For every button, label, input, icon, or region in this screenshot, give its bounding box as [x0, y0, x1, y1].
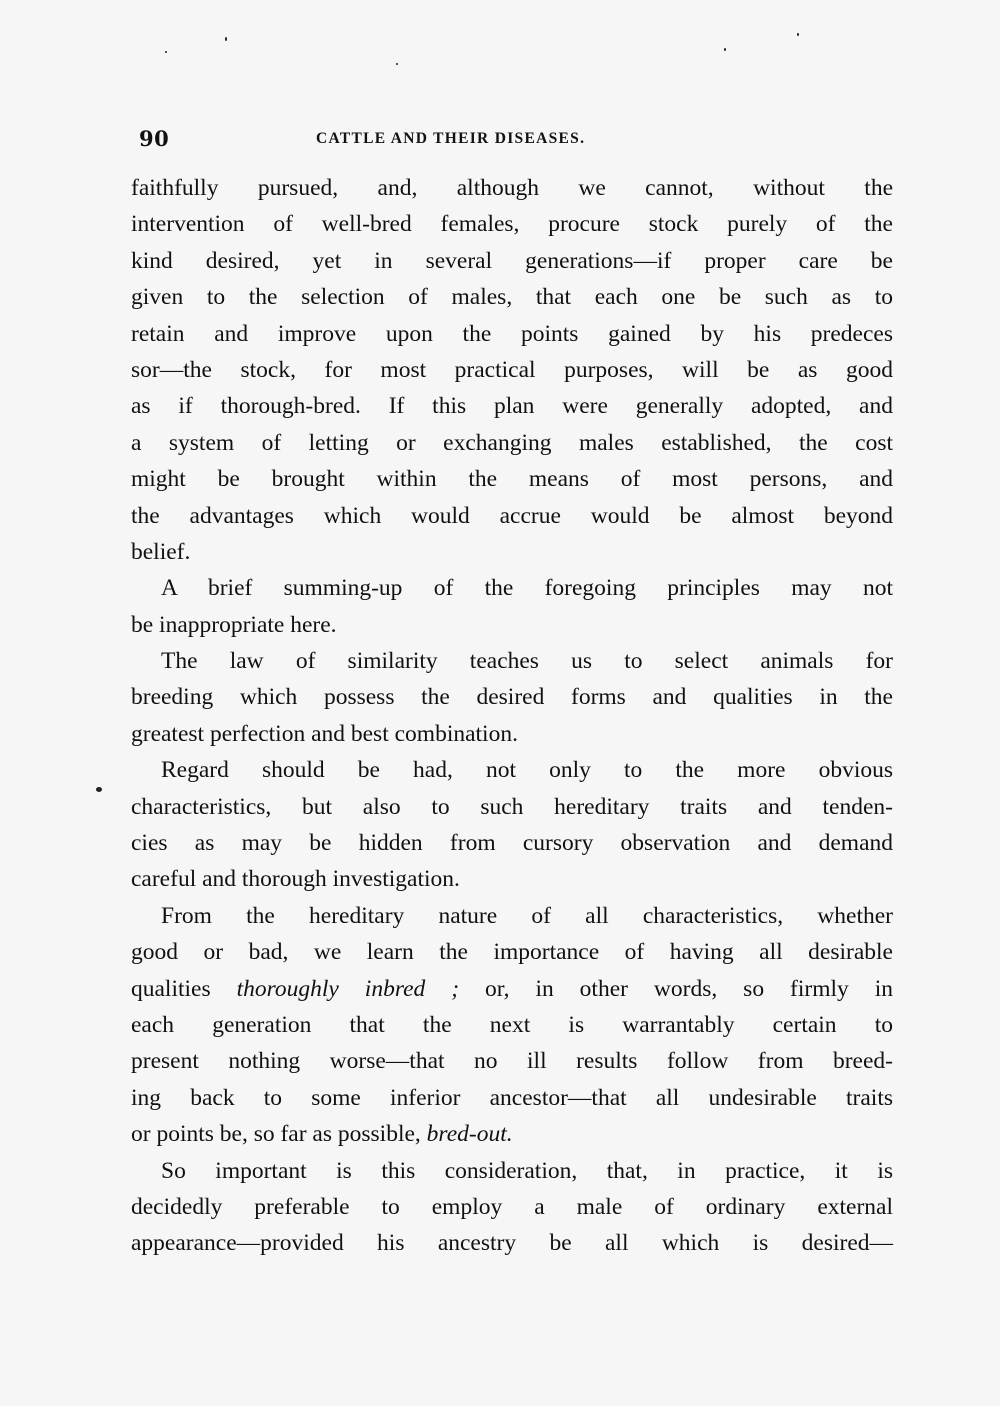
italic-phrase: bred-out. — [426, 1121, 513, 1148]
text-line: The law of similarity teaches us to select animals for — [161, 648, 893, 675]
text-run: or points be, so far as possible, — [131, 1121, 427, 1148]
text-run: qualities — [131, 975, 237, 1002]
text-line: From the hereditary nature of all characteristics, whether — [161, 902, 893, 929]
scan-speck — [225, 37, 227, 41]
text-line: as if thorough-bred. If this plan were generally adopted, and — [131, 393, 893, 420]
text-line-with-italic — [131, 1116, 893, 1152]
text-line: belief. — [131, 538, 191, 565]
text-line: Regard should be had, not only to the more obvious — [161, 757, 893, 784]
text-line: intervention of well-bred females, procure stock purely of the — [131, 211, 893, 238]
paragraph-5 — [131, 898, 893, 1153]
text-line: appearance—provided his ancestry be all which is desired— — [131, 1230, 893, 1257]
text-line: breeding which possess the desired forms and qualities in the — [131, 684, 893, 711]
paragraph-3 — [131, 643, 893, 752]
text-line: be inappropriate here. — [131, 611, 337, 638]
text-line: characteristics, but also to such hereditary traits and tenden- — [131, 793, 893, 820]
text-line: cies as may be hidden from cursory observation and demand — [131, 830, 893, 857]
text-line: faithfully pursued, and, although we cannot, without the — [131, 175, 893, 201]
text-line: careful and thorough investigation. — [131, 866, 460, 893]
text-line: each generation that the next is warrantably certain to — [131, 1011, 893, 1038]
italic-phrase: thoroughly inbred ; — [236, 975, 460, 1002]
text-line: the advantages which would accrue would be almost beyond — [131, 502, 893, 529]
paragraph-4 — [131, 752, 893, 898]
text-line: retain and improve upon the points gained by his predeces — [131, 320, 893, 347]
paragraph-2 — [131, 570, 893, 643]
text-line: kind desired, yet in several generations—if proper care be — [131, 247, 893, 274]
text-line: given to the selection of males, that each one be such as to — [131, 284, 893, 311]
text-line: So important is this consideration, that, in practice, it is — [161, 1157, 893, 1184]
scan-speck — [724, 48, 726, 51]
paragraph-6 — [131, 1153, 893, 1262]
scan-speck — [797, 33, 799, 36]
page-number: 90 — [139, 126, 170, 151]
text-line: a system of letting or exchanging males established, the cost — [131, 429, 893, 456]
scan-speck — [396, 63, 398, 65]
scan-speck — [96, 787, 102, 792]
scan-speck — [165, 51, 167, 53]
body-text — [131, 170, 893, 1262]
text-line: good or bad, we learn the importance of having all desirable — [131, 939, 893, 966]
text-line: greatest perfection and best combination. — [131, 720, 518, 747]
text-line: sor—the stock, for most practical purposes, will be as good — [131, 356, 893, 383]
text-line: ing back to some inferior ancestor—that all undesirable traits — [131, 1084, 893, 1111]
text-line: might be brought within the means of most persons, and — [131, 466, 893, 493]
text-line: A brief summing-up of the foregoing principles may not — [161, 575, 893, 602]
paragraph-1 — [131, 170, 893, 570]
text-line: decidedly preferable to employ a male of ordinary external — [131, 1193, 893, 1220]
text-run: or, in other words, so firmly in — [459, 975, 893, 1002]
text-line: present nothing worse—that no ill results follow from breed- — [131, 1048, 893, 1075]
text-line-with-italic — [131, 971, 893, 1007]
page-header — [131, 126, 711, 156]
running-title: CATTLE AND THEIR DISEASES. — [316, 130, 586, 147]
